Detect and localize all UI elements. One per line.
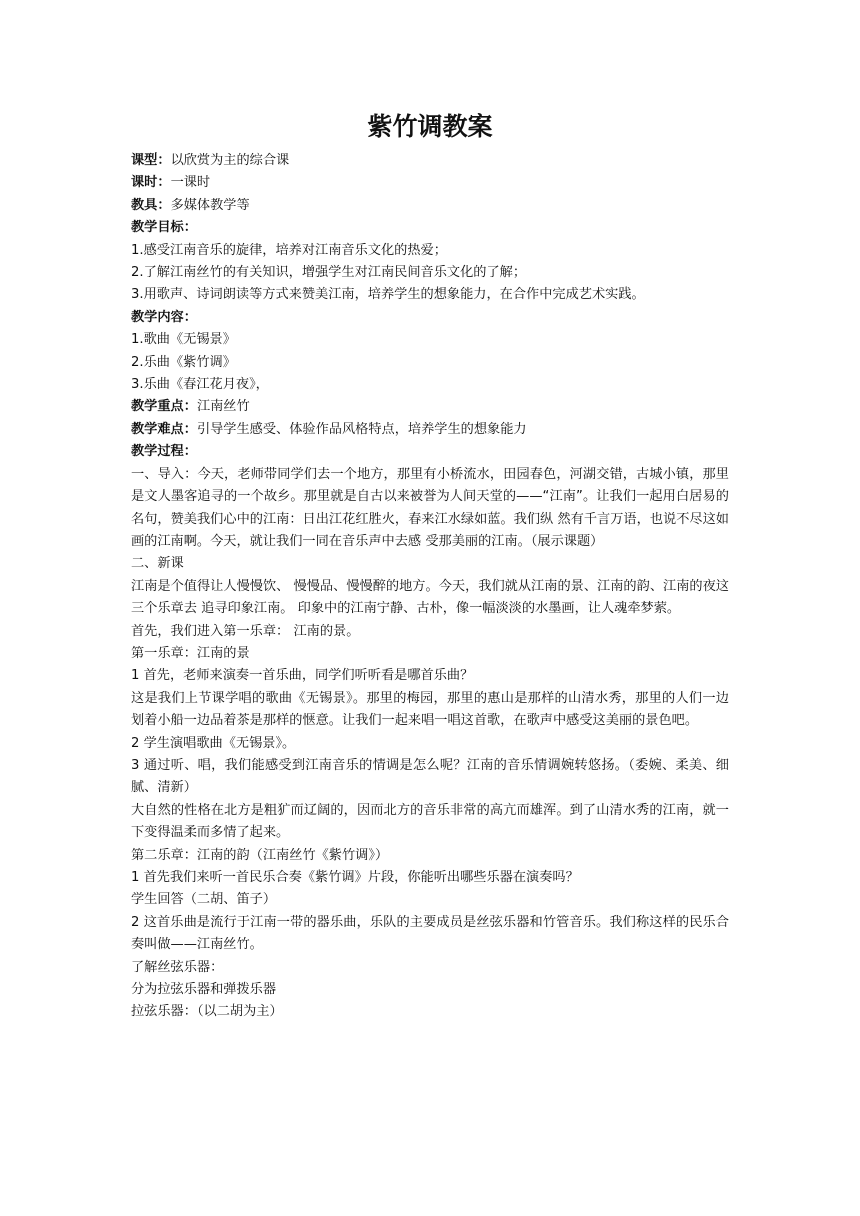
process-paragraph: 1 首先我们来听一首民乐合奏《紫竹调》片段，你能听出哪些乐器在演奏吗？ [131, 870, 579, 885]
objectives-heading: 教学目标： [131, 220, 197, 236]
key-point-value: 江南丝竹 [196, 399, 250, 415]
difficulty-line [131, 419, 729, 441]
difficulty-value: 引导学生感受、体验作品风格特点，培养学生的想象能力 [196, 421, 527, 437]
objective-item: 1.感受江南音乐的旋律，培养对江南音乐文化的热爱； [131, 242, 447, 258]
process-paragraph: 首先，我们进入第一乐章： 江南的景。 [131, 623, 360, 639]
process-paragraph: 大自然的性格在北方是粗犷而辽阔的，因而北方的音乐非常的高亢而雄浑。到了山清水秀的江南，就一下变得温柔而多情了起来。 [131, 802, 729, 841]
objective-item: 2.了解江南丝竹的有关知识，增强学生对江南民间音乐文化的了解； [131, 265, 527, 281]
process-paragraph: 一、导入：今天，老师带同学们去一个地方，那里有小桥流水，田园春色，河湖交错，古城小镇，那里是文人墨客追寻的一个故乡。那里就是自古以来被誉为人间天堂的——“江南”。让我们一起用白居易的名句，赞美我们心中的江南：日出江花红胜火，春来江水绿如蓝。我们纵 然有千言万语，也说不尽这如画的江南啊。今天，就让我们一同在音乐声中去感 受那美丽的江南。（展示课题） [131, 466, 729, 549]
key-point-label: 教学重点： [131, 399, 197, 415]
class-hours-line [131, 172, 729, 194]
course-type-line [131, 150, 729, 172]
process-paragraph: 3 通过听、唱，我们能感受到江南音乐的情调是怎么呢？江南的音乐情调婉转悠扬。（委婉、柔美、细腻、清新） [131, 757, 729, 796]
process-paragraph: 分为拉弦乐器和弹拨乐器 [131, 982, 277, 998]
teaching-aids-line [131, 195, 729, 217]
process-paragraph: 拉弦乐器：（以二胡为主） [131, 1004, 283, 1020]
key-point-line [131, 396, 729, 418]
course-type-label: 课型： [131, 153, 171, 168]
process-paragraph: 1 首先，老师来演奏一首乐曲，同学们听听看是哪首乐曲？ [131, 668, 474, 684]
class-hours-value: 一课时 [170, 175, 211, 191]
content-item: 2.乐曲《紫竹调》 [131, 354, 236, 370]
course-type-value: 以欣赏为主的综合课 [170, 153, 290, 168]
process-heading: 教学过程： [131, 444, 197, 460]
content-item: 1.歌曲《无锡景》 [131, 332, 236, 348]
teaching-aids-value: 多媒体教学等 [170, 197, 250, 213]
content-item: 3.乐曲《春江花月夜》， [131, 377, 269, 393]
process-paragraph: 第二乐章：江南的韵（江南丝竹《紫竹调》） [131, 847, 389, 863]
document-body [131, 150, 729, 1024]
teaching-aids-label: 教具： [131, 197, 171, 213]
process-paragraph: 2 这首乐曲是流行于江南一带的器乐曲，乐队的主要成员是丝弦乐器和竹管音乐。我们称这样的民乐合奏叫做——江南丝竹。 [131, 914, 729, 953]
process-paragraph: 学生回答（二胡、笛子） [131, 892, 277, 908]
process-paragraph: 第一乐章：江南的景 [131, 645, 250, 661]
process-paragraph: 这是我们上节课学唱的歌曲《无锡景》。那里的梅园，那里的惠山是那样的山清水秀，那里的人们一边划着小船一边品着茶是那样的惬意。让我们一起来唱一唱这首歌，在歌声中感受这美丽的景色吧。 [131, 690, 729, 729]
process-paragraph: 2 学生演唱歌曲《无锡景》。 [131, 735, 296, 751]
contents-heading: 教学内容： [131, 309, 197, 325]
process-paragraph: 江南是个值得让人慢慢饮、 慢慢品、慢慢醉的地方。今天，我们就从江南的景、江南的韵、江南的夜这三个乐章去 追寻印象江南。 印象中的江南宁静、古朴，像一幅淡淡的水墨画，让人魂牵梦萦。 [131, 578, 729, 617]
process-paragraph: 二、新课 [131, 556, 184, 572]
document-title: 紫竹调教案 [367, 112, 493, 141]
difficulty-label: 教学难点： [131, 421, 197, 437]
class-hours-label: 课时： [131, 175, 171, 191]
objective-item: 3.用歌声、诗词朗读等方式来赞美江南，培养学生的想象能力，在合作中完成艺术实践。 [131, 287, 645, 303]
process-paragraph: 了解丝弦乐器： [131, 959, 224, 975]
